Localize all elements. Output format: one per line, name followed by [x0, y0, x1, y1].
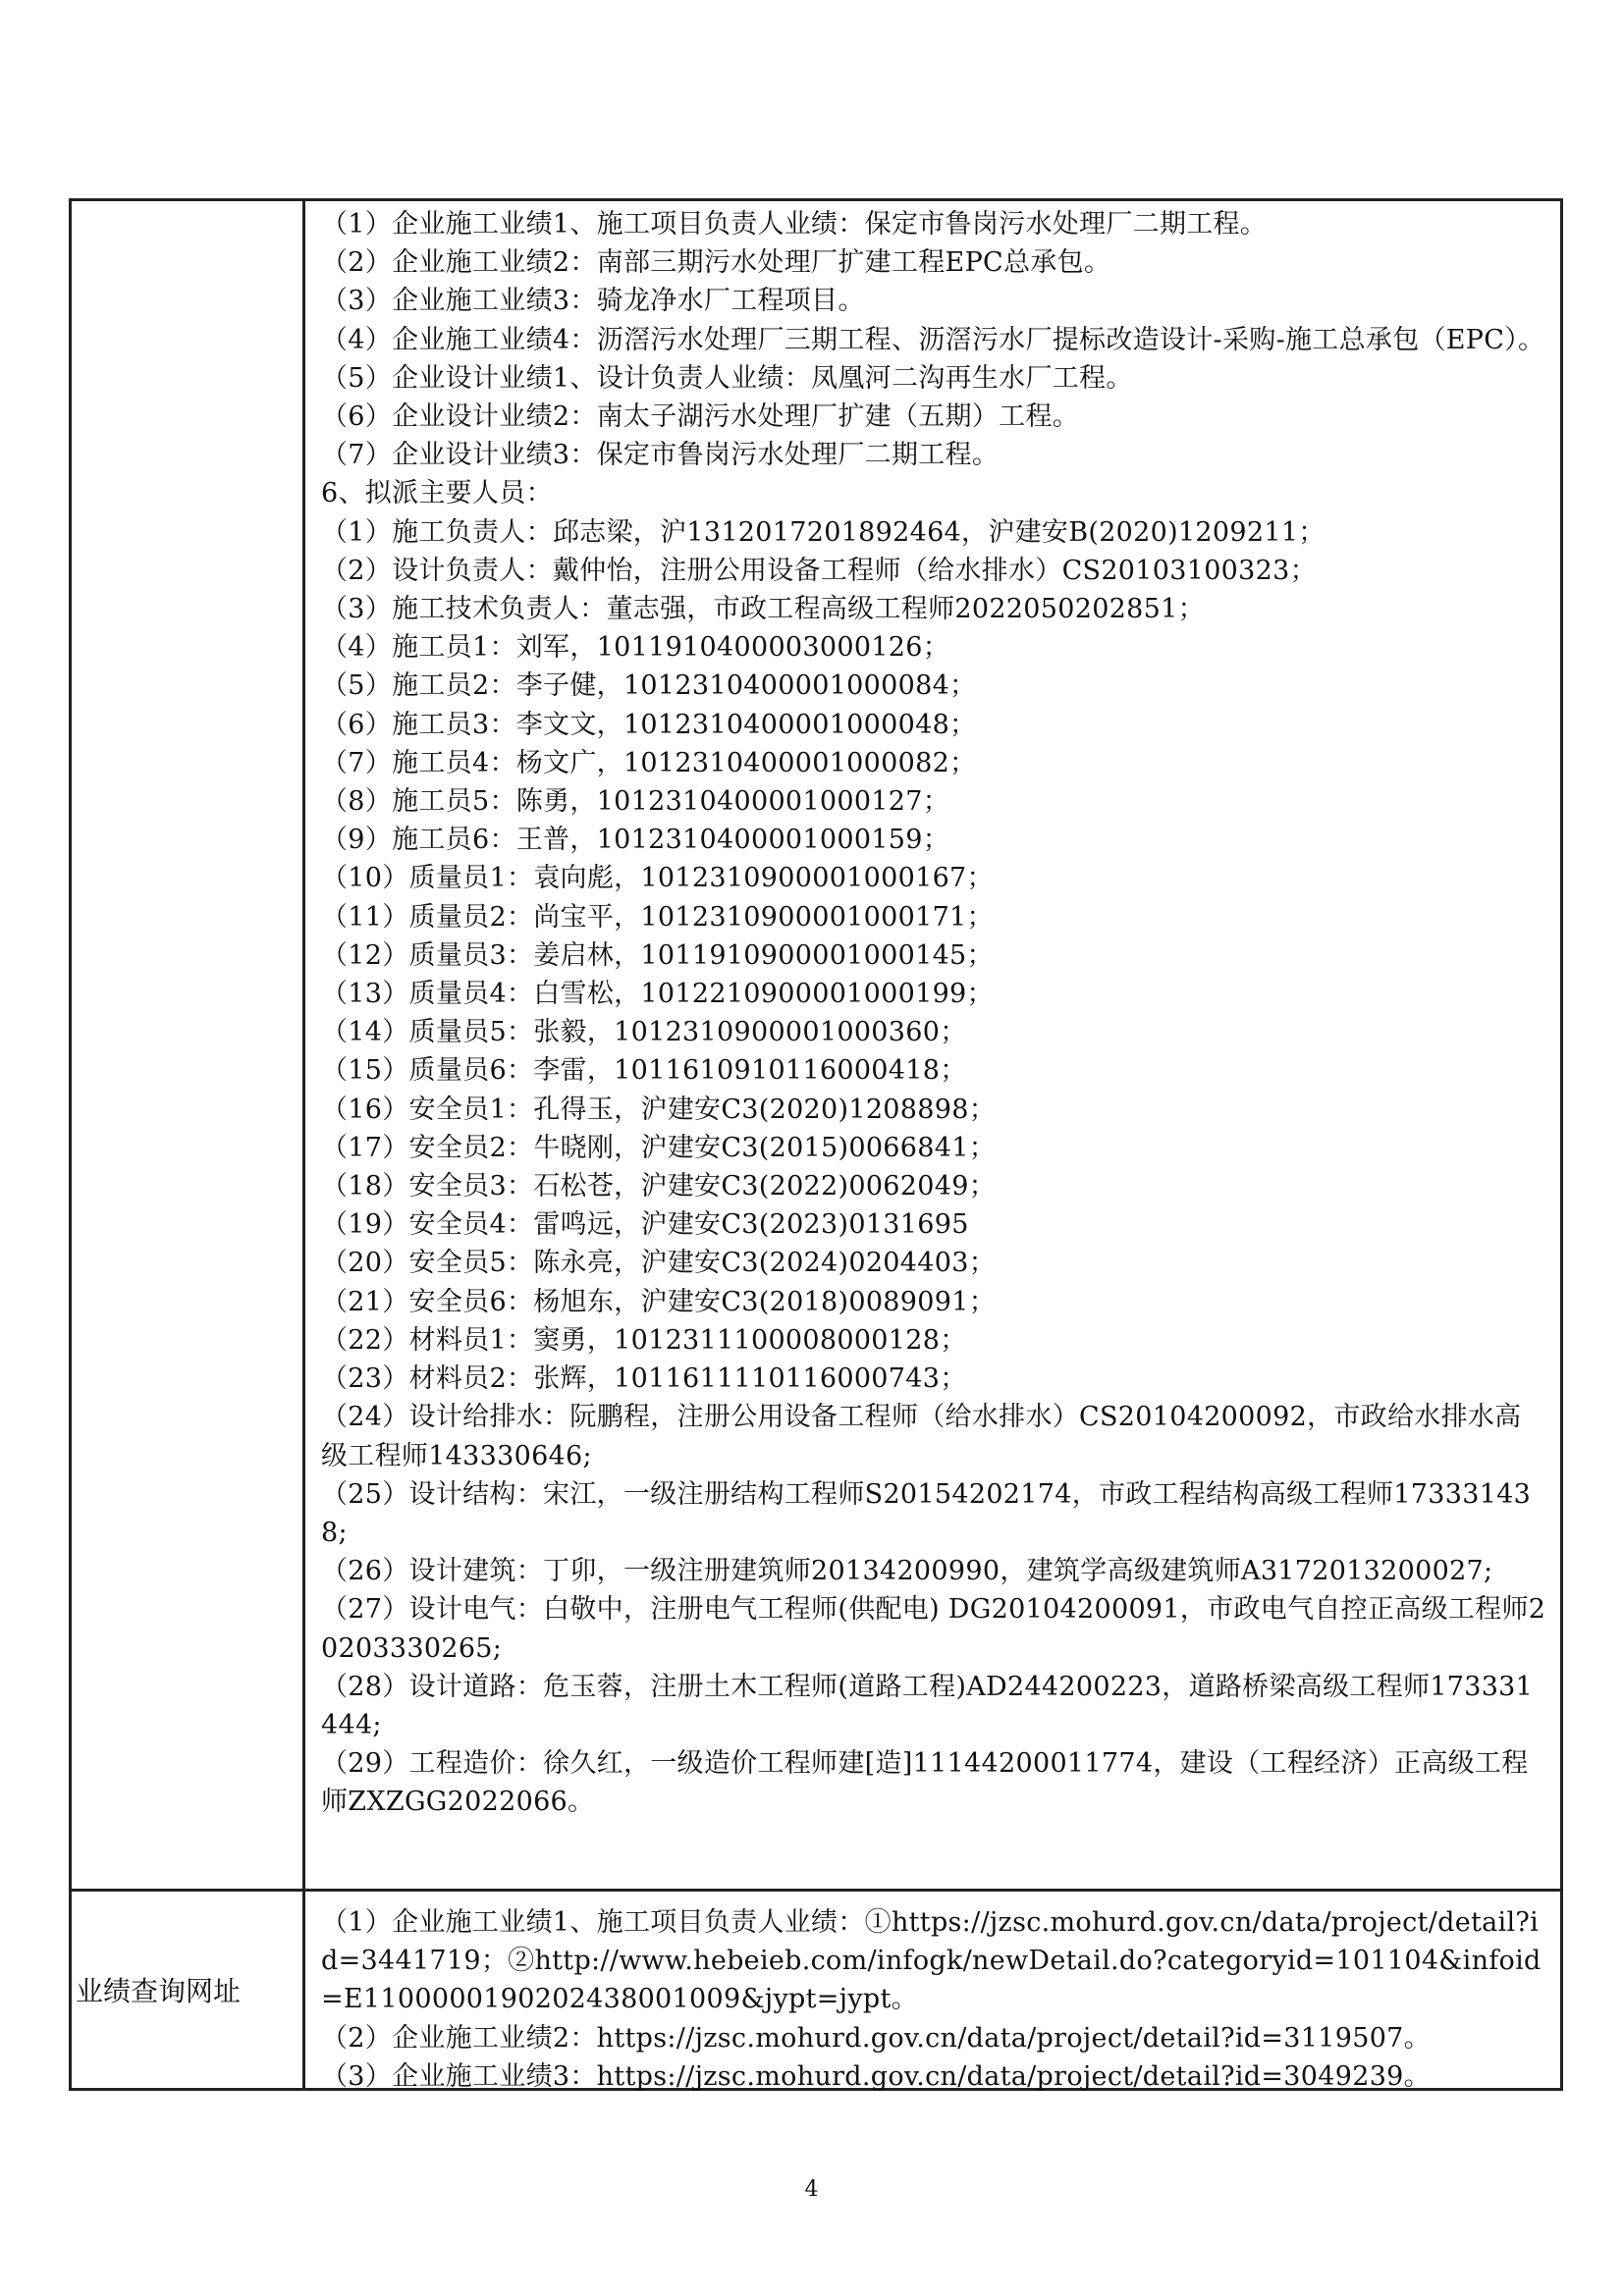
list-item: （1）施工负责人：邱志梁，沪1312017201892464，沪建安B(2020)1209211； — [321, 516, 1325, 548]
list-item: （3）施工技术负责人：董志强，市政工程高级工程师2022050202851； — [321, 594, 1205, 625]
page-number: 4 — [804, 2177, 819, 2202]
list-item: （10）质量员1：袁向彪，1012310900001000167； — [321, 863, 994, 894]
list-item: （5）企业设计业绩1、设计负责人业绩：凤凰河二沟再生水厂工程。 — [321, 362, 1133, 394]
list-item: （2）企业施工业绩2：南部三期污水处理厂扩建工程EPC总承包。 — [321, 247, 1111, 279]
list-item: （24）设计给排水：阮鹏程，注册公用设备工程师（给水排水）CS20104200092，市政给水排水高级工程师143330646; — [321, 1402, 1522, 1471]
list-item: （2）设计负责人：戴仲怡，注册公用设备工程师（给水排水）CS20103100323； — [321, 555, 1317, 586]
list-item: （27）设计电气：白敬中，注册电气工程师(供配电) DG20104200091，市政电气自控正高级工程师20203330265; — [321, 1594, 1546, 1664]
url-item[interactable]: （3）企业施工业绩3：https://jzsc.mohurd.gov.cn/data/project/detail?id=3049239。 — [321, 2060, 1431, 2092]
list-item: （4）企业施工业绩4：沥滘污水处理厂三期工程、沥滘污水厂提标改造设计-采购-施工总承包（EPC）。 — [321, 324, 1545, 355]
list-item: （14）质量员5：张毅，1012310900001000360； — [321, 1017, 967, 1048]
list-item: （28）设计道路：危玉蓉，注册土木工程师(道路工程)AD244200223，道路桥梁高级工程师173331444; — [321, 1671, 1534, 1740]
list-item: （16）安全员1：孔得玉，沪建安C3(2020)1208898； — [321, 1094, 996, 1125]
list-item: （3）企业施工业绩3：骑龙净水厂工程项目。 — [321, 286, 865, 317]
list-item: （11）质量员2：尚宝平，1012310900001000171； — [321, 901, 994, 933]
list-item: （17）安全员2：牛晓刚，沪建安C3(2015)0066841； — [321, 1132, 996, 1163]
table-row-personnel — [72, 201, 1560, 1889]
list-item: （21）安全员6：杨旭东，沪建安C3(2018)0089091； — [321, 1286, 996, 1317]
query-urls-content — [305, 1892, 1560, 2092]
list-item: （18）安全员3：石松苍，沪建安C3(2022)0062049； — [321, 1171, 996, 1202]
list-item: （7）施工员4：杨文广，1012310400001000082； — [321, 747, 977, 778]
list-item: （1）企业施工业绩1、施工项目负责人业绩：保定市鲁岗污水处理厂二期工程。 — [321, 209, 1268, 240]
list-item: （19）安全员4：雷鸣远，沪建安C3(2023)0131695 — [321, 1209, 969, 1241]
info-table — [69, 198, 1563, 2091]
row-label-empty — [72, 201, 305, 1889]
list-item: （6）企业设计业绩2：南太子湖污水处理厂扩建（五期）工程。 — [321, 401, 1080, 433]
list-item: （29）工程造价：徐久红，一级造价工程师建[造]11144200011774，建设（工程经济）正高级工程师ZXZGG2022066。 — [321, 1748, 1529, 1818]
list-item: （22）材料员1：窦勇，1012311100008000128； — [321, 1324, 967, 1356]
list-item: （23）材料员2：张辉，1011611110116000743； — [321, 1363, 967, 1395]
section-heading: 6、拟派主要人员： — [321, 478, 553, 509]
url-item[interactable]: （1）企业施工业绩1、施工项目负责人业绩：①https://jzsc.mohurd.gov.cn/data/project/detail?id=3441719；②http://www.hebeieb.com/infogk/newDetail.do?categoryid=101104&infoid=E1100000190202438001009&jypt=jypt。 — [321, 1907, 1542, 2015]
list-item: （26）设计建筑：丁卯，一级注册建筑师20134200990，建筑学高级建筑师A3172013200027; — [321, 1556, 1493, 1587]
list-item: （9）施工员6：王普，1012310400001000159； — [321, 825, 950, 856]
list-item: （25）设计结构：宋江，一级注册结构工程师S20154202174，市政工程结构高级工程师173331438; — [321, 1478, 1532, 1548]
list-item: （5）施工员2：李子健，1012310400001000084； — [321, 670, 977, 702]
list-item: （8）施工员5：陈勇，1012310400001000127； — [321, 786, 950, 818]
row-label-query-urls: 业绩查询网址 — [72, 1892, 305, 2088]
list-item: （4）施工员1：刘军，1011910400003000126； — [321, 632, 950, 664]
list-item: （7）企业设计业绩3：保定市鲁岗污水处理厂二期工程。 — [321, 440, 1000, 471]
list-item: （13）质量员4：白雪松，1012210900001000199； — [321, 979, 994, 1010]
list-item: （20）安全员5：陈永亮，沪建安C3(2024)0204403； — [321, 1248, 996, 1279]
list-item: （15）质量员6：李雷，1011610910116000418； — [321, 1055, 967, 1087]
table-row-query-urls — [72, 1889, 1560, 2092]
url-item[interactable]: （2）企业施工业绩2：https://jzsc.mohurd.gov.cn/data/project/detail?id=3119507。 — [321, 2022, 1431, 2054]
list-item: （12）质量员3：姜启林，1011910900001000145； — [321, 939, 994, 971]
personnel-content — [305, 201, 1560, 1889]
list-item: （6）施工员3：李文文，1012310400001000048； — [321, 709, 977, 740]
